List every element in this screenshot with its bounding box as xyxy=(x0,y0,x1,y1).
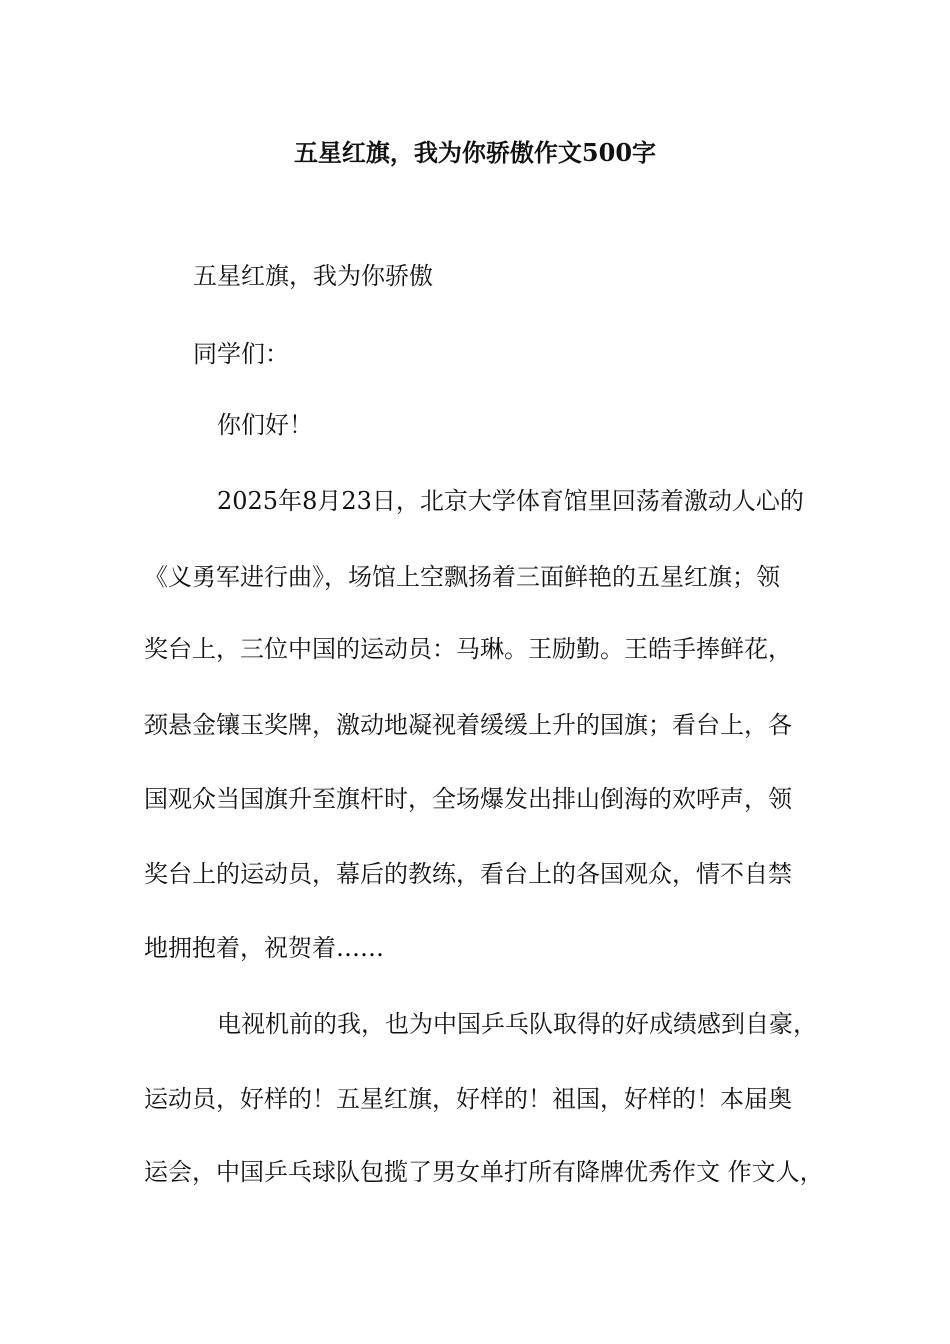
paragraph-line: 运会，中国乒乓球队包揽了男女单打所有降牌优秀作文 作文人， xyxy=(144,1158,824,1186)
paragraph-line: 运动员，好样的！五星红旗，好样的！祖国，好样的！本届奥 xyxy=(144,1085,792,1113)
document-title: 五星红旗，我为你骄傲作文500字 xyxy=(293,138,657,167)
paragraph-line: 2025年8月23日，北京大学体育馆里回荡着激动人心的 xyxy=(217,487,804,515)
paragraph-line: 奖台上，三位中国的运动员：马琳。王励勤。王皓手捧鲜花， xyxy=(144,635,792,663)
paragraph-line: 颈悬金镶玉奖牌，激动地凝视着缓缓上升的国旗；看台上，各 xyxy=(144,711,792,739)
paragraph-line: 奖台上的运动员，幕后的教练，看台上的各国观众，情不自禁 xyxy=(144,860,792,888)
greeting: 你们好！ xyxy=(217,411,313,439)
paragraph-line: 国观众当国旗升至旗杆时，全场爆发出排山倒海的欢呼声，领 xyxy=(144,785,792,813)
essay-heading: 五星红旗，我为你骄傲 xyxy=(193,262,433,290)
paragraph-line: 电视机前的我，也为中国乒乓队取得的好成绩感到自豪， xyxy=(217,1010,817,1038)
paragraph-line: 《义勇军进行曲》，场馆上空飘扬着三面鲜艳的五星红旗；领 xyxy=(144,563,780,591)
salutation: 同学们： xyxy=(193,340,289,368)
paragraph-line: 地拥抱着，祝贺着…… xyxy=(144,934,384,962)
